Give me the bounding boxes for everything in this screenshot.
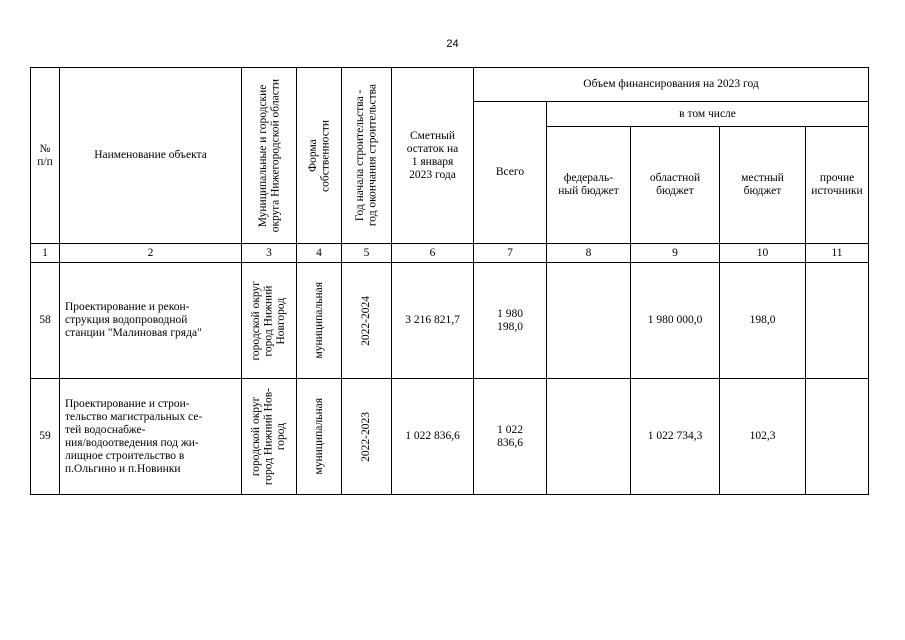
row-num: 59 [31,379,60,495]
header-regional: областной бюджет [631,127,720,244]
row-federal [547,379,631,495]
row-total: 1 022 836,6 [474,379,547,495]
row-regional: 1 022 734,3 [631,379,720,495]
column-number: 9 [631,244,720,263]
column-number: 11 [806,244,869,263]
row-ownership-text: муниципальная [312,398,325,475]
header-federal: федераль- ный бюджет [547,127,631,244]
row-estimate: 1 022 836,6 [392,379,474,495]
header-name: Наименование объекта [60,68,242,244]
column-number: 8 [547,244,631,263]
column-number: 4 [297,244,342,263]
header-funding: Объем финансирования на 2023 год [474,68,869,102]
row-years [342,379,392,495]
row-regional: 1 980 000,0 [631,263,720,379]
page-number: 24 [446,38,459,50]
row-name: Проектирование и строи- тельство магистральных се- тей водоснабже- ния/водоотведения под жи- лищное строительство в п.Ольгино и п.Новинки [60,379,242,495]
row-ownership-text: муниципальная [312,282,325,359]
header-ownership-text: Форма собственности [306,119,331,192]
row-years-text: 2022-2023 [360,411,373,462]
row-municipality [242,263,297,379]
column-number: 1 [31,244,60,263]
row-other [806,263,869,379]
row-name: Проектирование и рекон- струкция водопроводной станции "Малиновая гряда" [60,263,242,379]
row-num: 58 [31,263,60,379]
header-municipality [242,68,297,244]
row-municipality [242,379,297,495]
header-total: Всего [474,102,547,244]
header-other: прочие источники [806,127,869,244]
header-years-text: Год начала строительства - год окончания строительства [354,84,379,227]
column-number: 2 [60,244,242,263]
column-number: 6 [392,244,474,263]
column-number: 10 [720,244,806,263]
financing-table [30,67,869,495]
table-row [31,379,869,495]
table-row [31,263,869,379]
column-number: 5 [342,244,392,263]
row-ownership [297,263,342,379]
row-other [806,379,869,495]
header-years [342,68,392,244]
header-ownership [297,68,342,244]
row-ownership [297,379,342,495]
header-num: № п/п [31,68,60,244]
row-years-text: 2022-2024 [360,295,373,346]
row-local: 198,0 [720,263,806,379]
column-number: 7 [474,244,547,263]
header-local: местный бюджет [720,127,806,244]
header-including: в том числе [547,102,869,127]
row-federal [547,263,631,379]
header-estimate: Сметный остаток на 1 января 2023 года [392,68,474,244]
column-number: 3 [242,244,297,263]
row-municipality-text: городской округ город Нижний Новгород [250,280,288,361]
row-total: 1 980 198,0 [474,263,547,379]
row-estimate: 3 216 821,7 [392,263,474,379]
row-local: 102,3 [720,379,806,495]
header-municipality-text: Муниципальные и городские округа Нижегородской области [256,78,281,233]
row-years [342,263,392,379]
row-municipality-text: городской округ город Нижний Нов- город [250,387,288,486]
